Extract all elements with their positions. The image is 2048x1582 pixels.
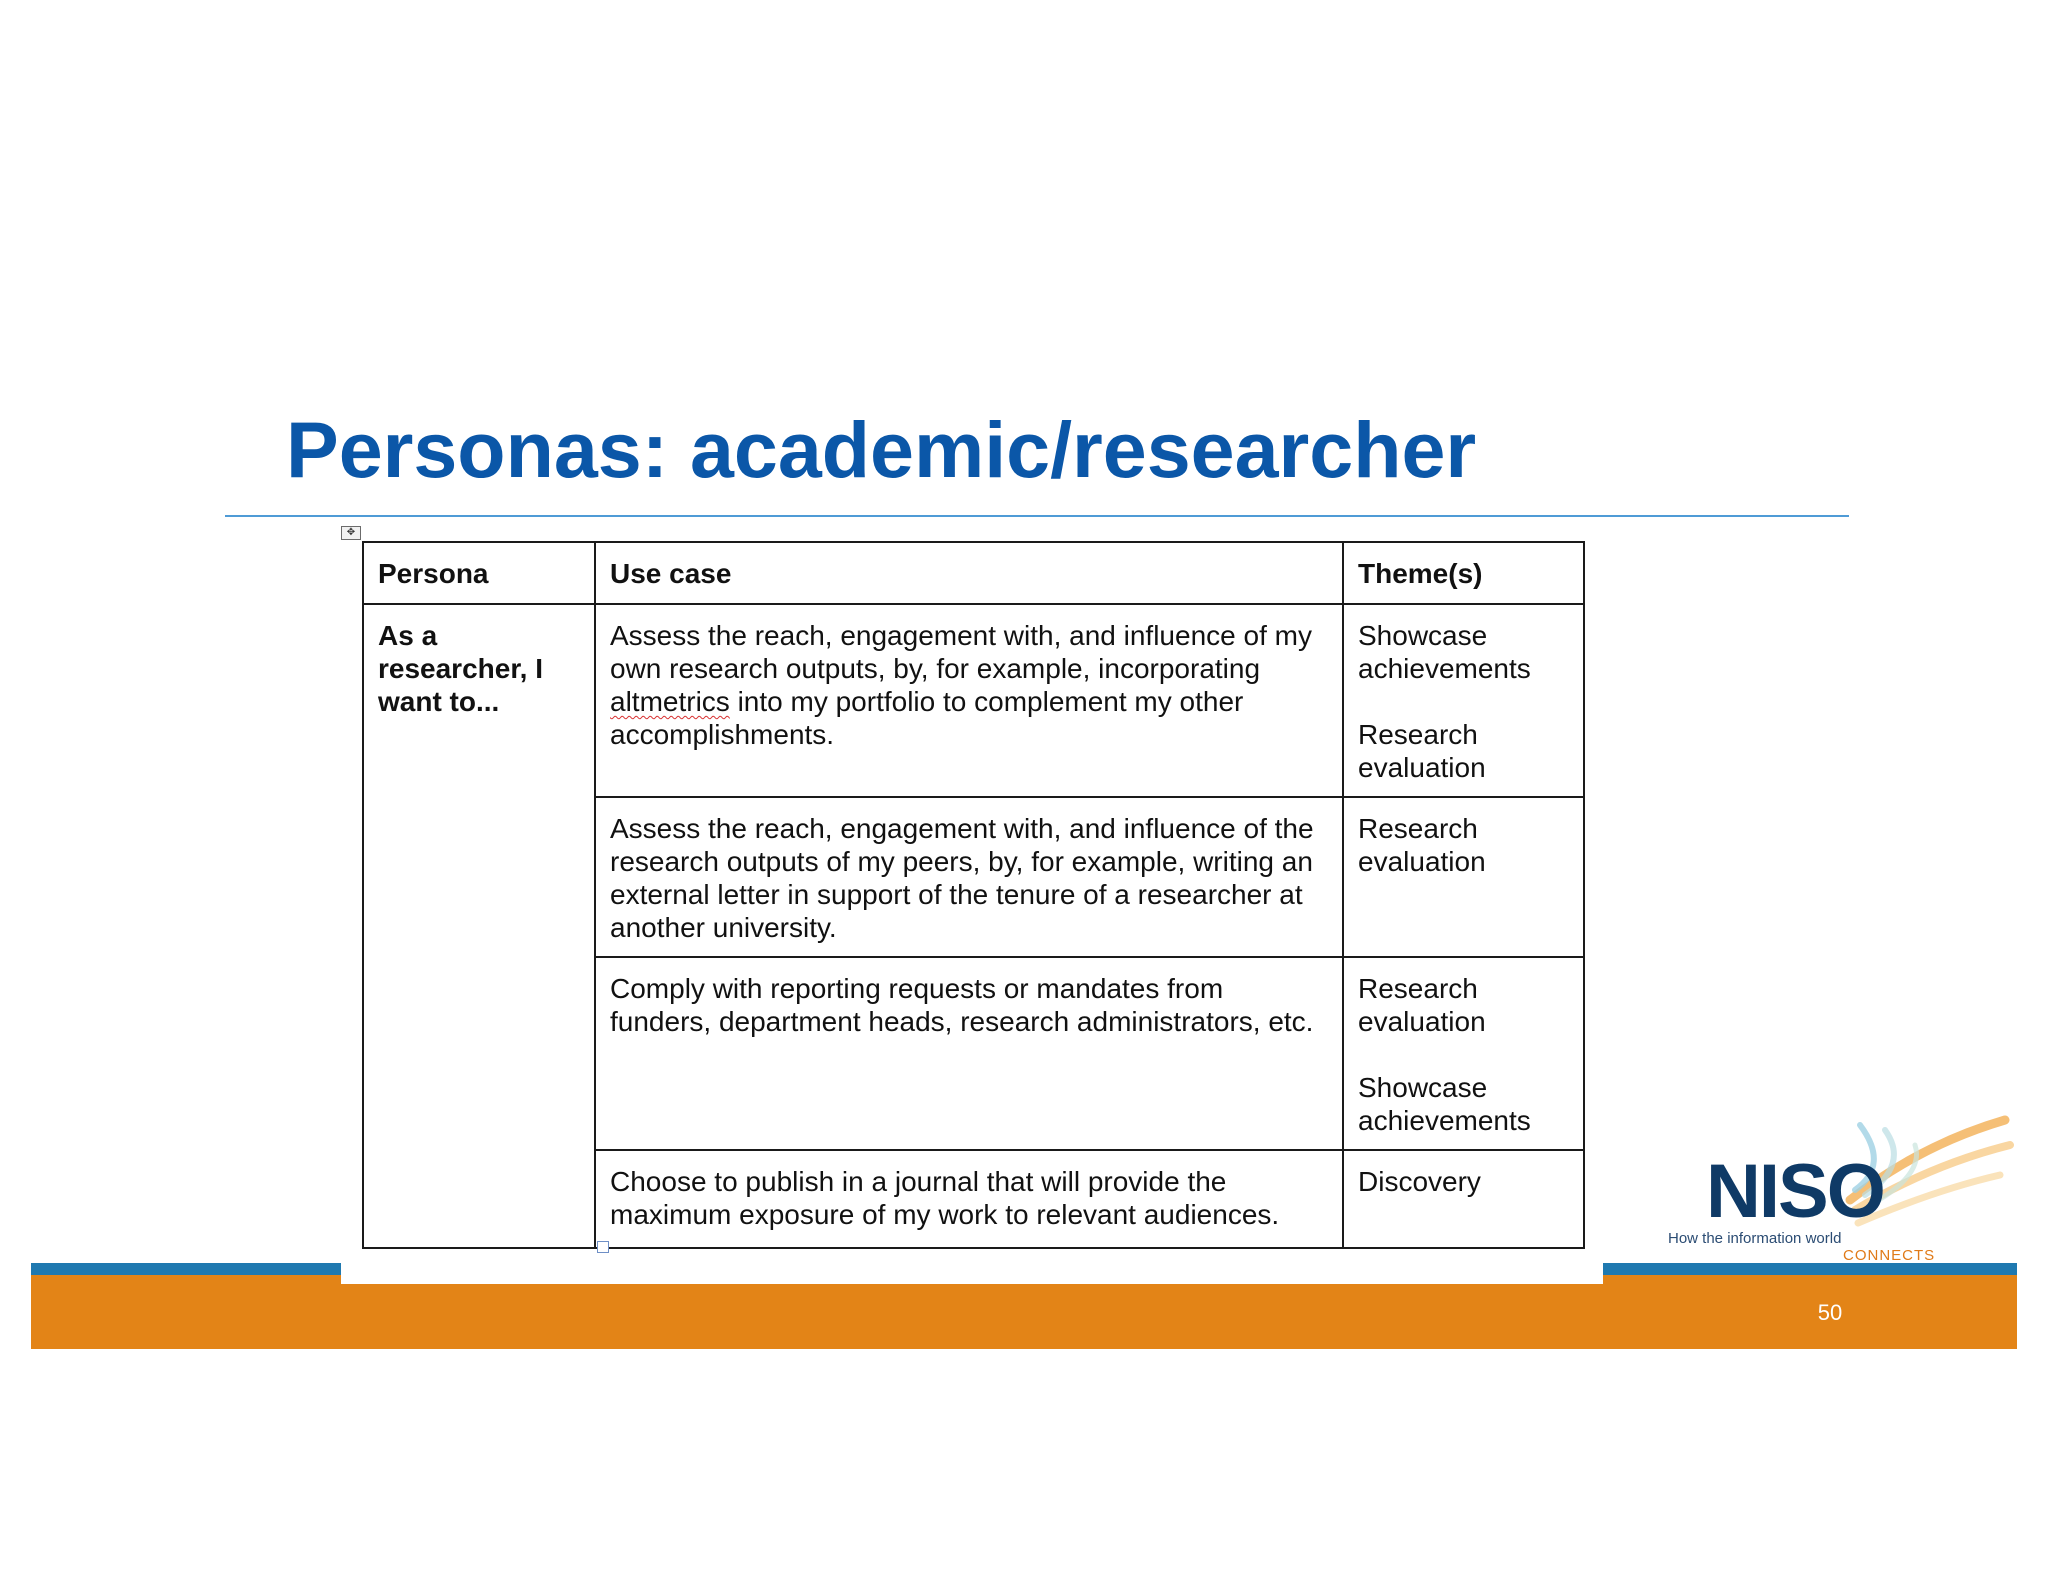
- use-case-text: Assess the reach, engagement with, and influence of my own research outputs, by, for example, incorporating: [610, 620, 1312, 684]
- header-use-case: Use case: [595, 542, 1343, 604]
- slide-title: Personas: academic/researcher: [286, 405, 1477, 494]
- niso-logo-wordmark: NISO: [1706, 1149, 1884, 1234]
- use-case-cell: [595, 604, 1343, 797]
- theme-label: Research evaluation: [1358, 973, 1486, 1037]
- niso-tagline: How the information world: [1668, 1230, 1842, 1247]
- footer-orange-bar: [31, 1275, 2017, 1349]
- table-row: [363, 604, 1584, 797]
- theme-label: Discovery: [1358, 1166, 1481, 1197]
- title-divider: [225, 515, 1849, 517]
- persona-cell: [363, 604, 595, 1248]
- themes-cell: [1343, 797, 1584, 957]
- page-number: 50: [1817, 1300, 1843, 1325]
- table-move-handle-icon[interactable]: ✥: [341, 526, 361, 540]
- use-case-text: into my portfolio to complement my other accomplishments.: [610, 686, 1244, 750]
- header-themes: Theme(s): [1343, 542, 1584, 604]
- use-case-cell: Comply with reporting requests or mandates from funders, department heads, research administrators, etc.: [595, 957, 1343, 1150]
- object-resize-handle[interactable]: [597, 1241, 609, 1253]
- table-header-row: [363, 542, 1584, 604]
- theme-label: Showcase achievements: [1358, 1072, 1531, 1136]
- theme-label: Showcase achievements: [1358, 620, 1531, 684]
- personas-table: [362, 541, 1585, 1249]
- header-persona: Persona: [363, 542, 595, 604]
- theme-label: Research evaluation: [1358, 813, 1486, 877]
- spelling-flagged-word[interactable]: altmetrics: [610, 686, 730, 717]
- niso-tagline-connects: CONNECTS: [1843, 1247, 1936, 1264]
- persona-line: want to...: [378, 686, 500, 717]
- themes-cell: [1343, 604, 1584, 797]
- use-case-cell: Assess the reach, engagement with, and influence of the research outputs of my peers, by, for example, writing an external letter in support of the tenure of a researcher at another university.: [595, 797, 1343, 957]
- themes-cell: [1343, 957, 1584, 1150]
- themes-cell: [1343, 1150, 1584, 1248]
- persona-line: researcher, I: [378, 653, 544, 684]
- use-case-cell: Choose to publish in a journal that will provide the maximum exposure of my work to relevant audiences.: [595, 1150, 1343, 1248]
- persona-line: As a: [378, 620, 438, 651]
- theme-label: Research evaluation: [1358, 719, 1486, 783]
